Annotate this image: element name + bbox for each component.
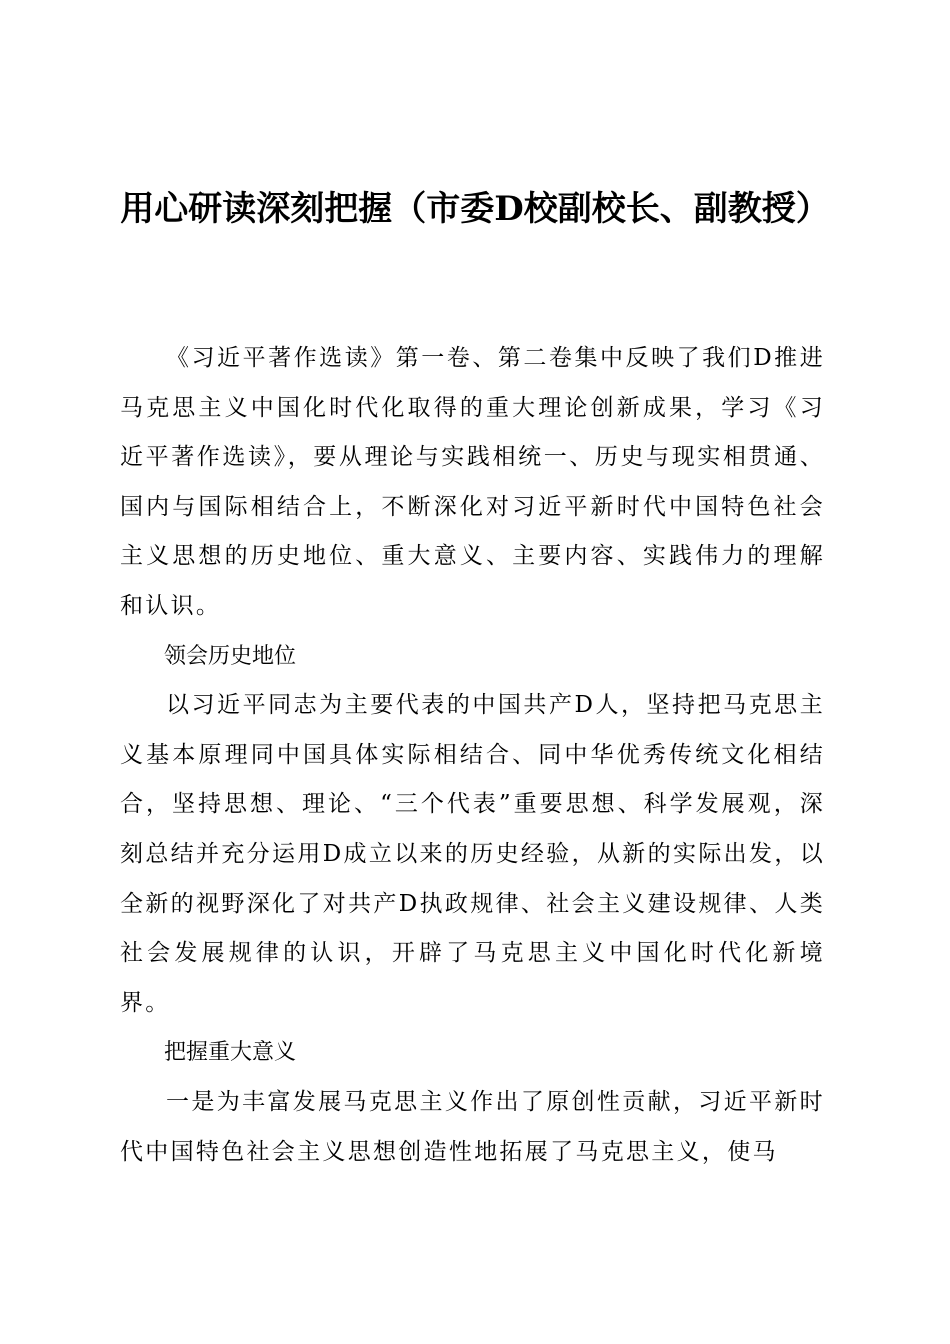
document-title: 用心研读深刻把握（市委D校副校长、副教授） xyxy=(120,189,830,229)
paragraph-significance: 一是为丰富发展马克思主义作出了原创性贡献，习近平新时代中国特色社会主义思想创造性地拓展了马克思主义，使马 xyxy=(120,1088,825,1165)
section-heading-significance: 把握重大意义 xyxy=(164,1040,297,1066)
section-heading-historical-status: 领会历史地位 xyxy=(164,643,297,669)
paragraph-intro: 《习近平著作选读》第一卷、第二卷集中反映了我们D推进马克思主义中国化时代化取得的重大理论创新成果，学习《习近平著作选读》，要从理论与实践相统一、历史与现实相贯通、国内与国际相结合上，不断深化对习近平新时代中国特色社会主义思想的历史地位、重大意义、主要内容、实践伟力的理解和认识。 xyxy=(120,345,825,619)
document-body xyxy=(120,334,825,1177)
paragraph-historical-status: 以习近平同志为主要代表的中国共产D人，坚持把马克思主义基本原理同中国具体实际相结合、同中华优秀传统文化相结合，坚持思想、理论、“三个代表”重要思想、科学发展观，深刻总结并充分运用D成立以来的历史经验，从新的实际出发，以全新的视野深化了对共产D执政规律、社会主义建设规律、人类社会发展规律的认识，开辟了马克思主义中国化时代化新境界。 xyxy=(120,692,825,1016)
